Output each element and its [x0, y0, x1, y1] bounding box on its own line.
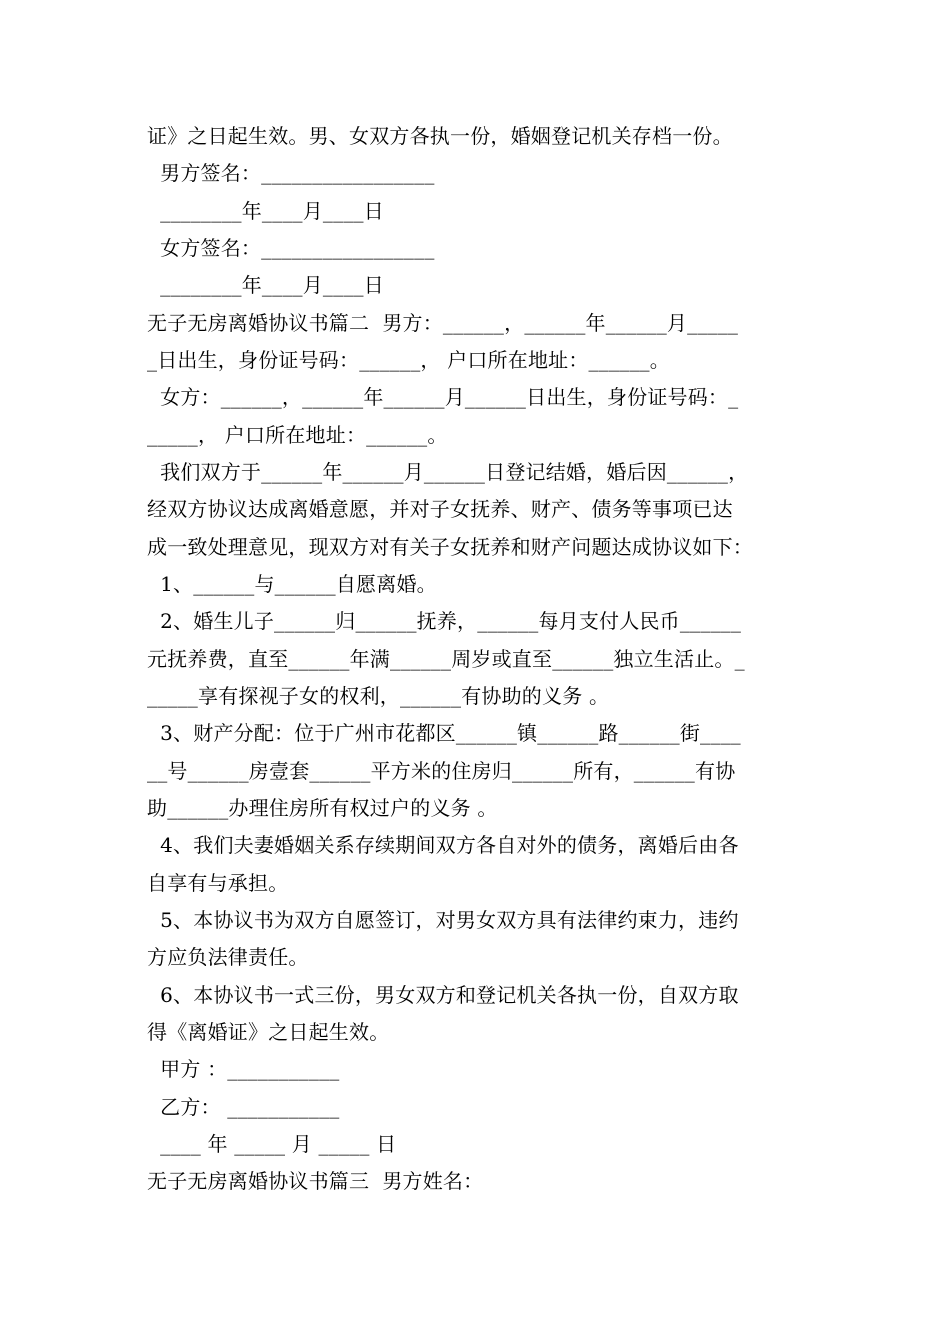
text-line: _____， 户口所在地址：______。 — [147, 423, 448, 447]
clause-line: 2、婚生儿子______归______抚养，______每月支付人民币______ — [147, 609, 742, 633]
clause-line: 3、财产分配：位于广州市花都区______镇______路______街____ — [147, 721, 741, 745]
clause-line: 4、我们夫妻婚姻关系存续期间双方各自对外的债务，离婚后由各 — [147, 833, 739, 857]
text-line: 成一致处理意见，现双方对有关子女抚养和财产问题达成协议如下： — [147, 535, 753, 559]
date-line: ________年____月____日 — [147, 199, 384, 223]
party-a-signature-line: 甲方 ：___________ — [147, 1057, 340, 1081]
text-line: _日出生，身份证号码：______， 户口所在地址：______。 — [147, 348, 670, 372]
clause-line: 5、本协议书为双方自愿签订，对男女双方具有法律约束力，违约 — [147, 908, 739, 932]
text-line: 我们双方于______年______月______日登记结婚，婚后因______， — [147, 460, 749, 484]
section-heading-line: 无子无房离婚协议书篇二 男方：______，______年______月_____ — [147, 311, 739, 335]
text-line: 证》之日起生效。男、女双方各执一份，婚姻登记机关存档一份。 — [147, 124, 733, 148]
clause-line: 1、______与______自愿离婚。 — [147, 572, 437, 596]
party-b-signature-line: 乙方： ___________ — [147, 1095, 340, 1119]
section-heading-line: 无子无房离婚协议书篇三 男方姓名： — [147, 1169, 484, 1193]
text-line: _____享有探视子女的权利，______有协助的义务 。 — [147, 684, 610, 708]
text-line: 助______办理住房所有权过户的义务 。 — [147, 796, 498, 820]
date-line: ____ 年 _____ 月 _____ 日 — [147, 1132, 397, 1156]
text-line: __号______房壹套______平方米的住房归______所有，______有协 — [147, 759, 736, 783]
female-signature-line: 女方签名：_________________ — [147, 236, 435, 260]
clause-line: 6、本协议书一式三份，男女双方和登记机关各执一份，自双方取 — [147, 983, 739, 1007]
text-line: 元抚养费，直至______年满______周岁或直至______独立生活止。_ — [147, 647, 745, 671]
text-line: 女方：______，______年______月______日出生，身份证号码：_ — [147, 385, 739, 409]
text-line: 得《离婚证》之日起生效。 — [147, 1020, 390, 1044]
text-line: 经双方协议达成离婚意愿，并对子女抚养、财产、债务等事项已达 — [147, 497, 733, 521]
date-line: ________年____月____日 — [147, 273, 384, 297]
text-line: 自享有与承担。 — [147, 871, 289, 895]
male-signature-line: 男方签名：_________________ — [147, 161, 435, 185]
text-line: 方应负法律责任。 — [147, 945, 309, 969]
